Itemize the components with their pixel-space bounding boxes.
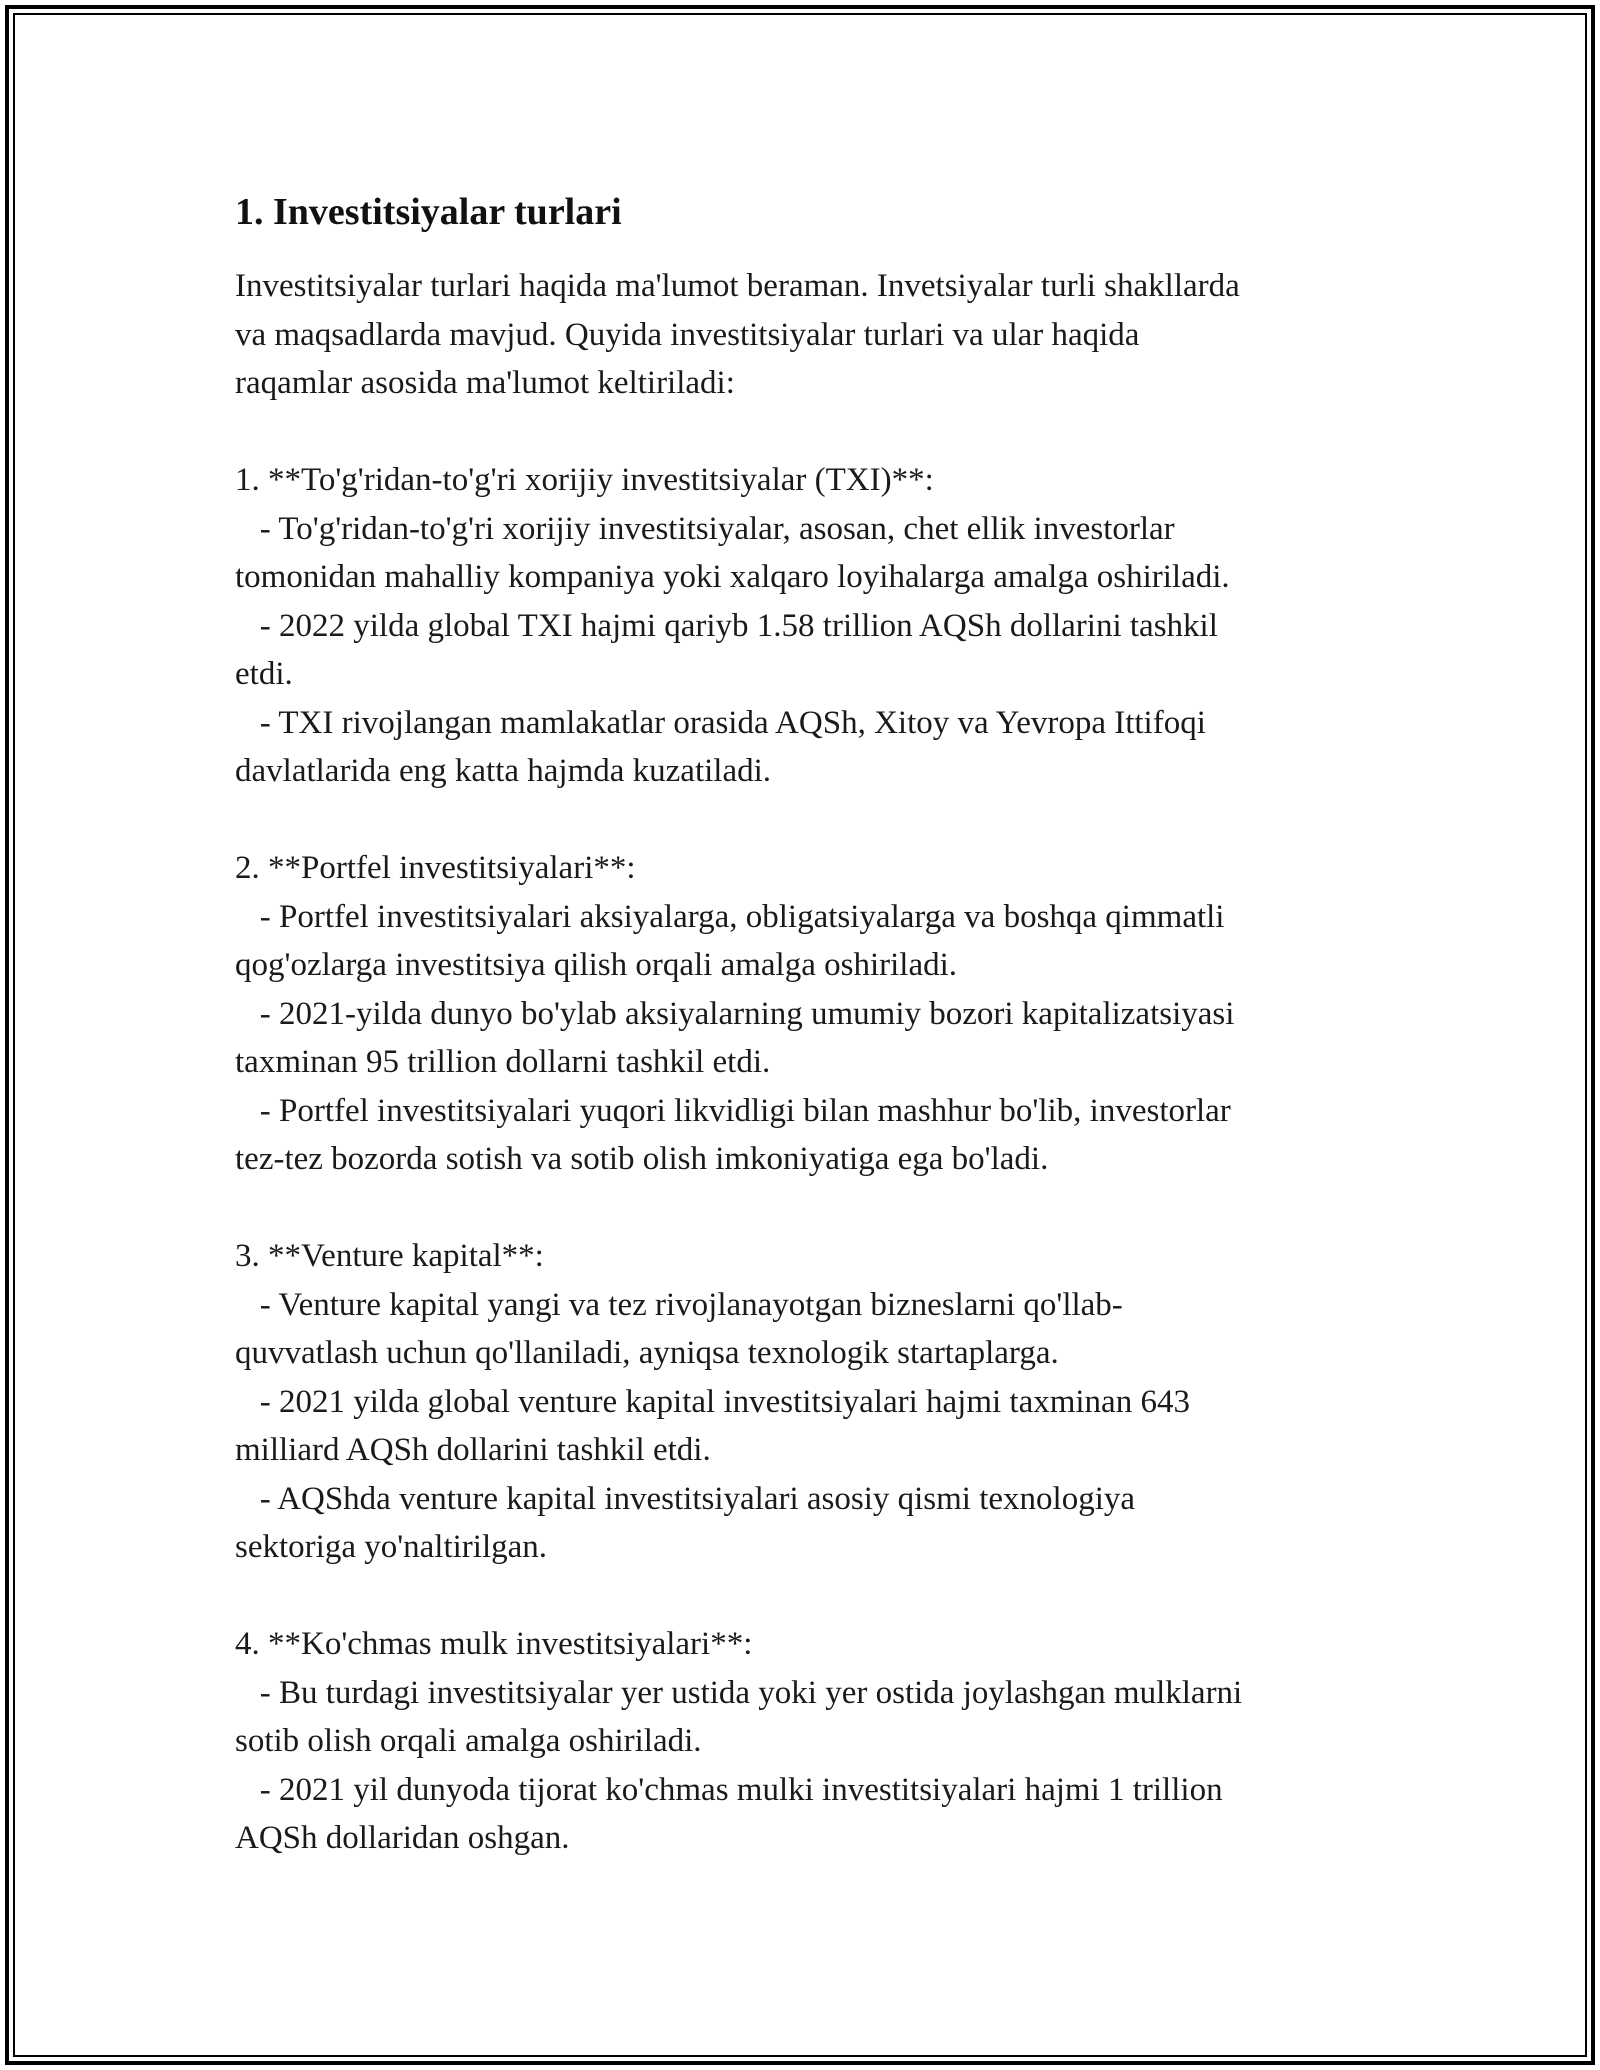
text-line: - Venture kapital yangi va tez rivojlanayotgan bizneslarni qo'llab- — [235, 1286, 1123, 1323]
text-line: etdi. — [235, 656, 293, 692]
text-line: - Bu turdagi investitsiyalar yer ustida yoki yer ostida joylashgan mulklarni — [235, 1674, 1243, 1711]
text-line: - 2021-yilda dunyo bo'ylab aksiyalarning umumiy bozori kapitalizatsiyasi — [235, 995, 1235, 1032]
page-title: 1. Investitsiyalar turlari — [235, 191, 622, 233]
text-line: va maqsadlarda mavjud. Quyida investitsiyalar turlari va ular haqida — [235, 316, 1140, 353]
text-line: AQSh dollaridan oshgan. — [235, 1820, 570, 1856]
text-line — [235, 796, 1375, 845]
text-line: tez-tez bozorda sotish va sotib olish imkoniyatiga ega bo'ladi. — [235, 1141, 1049, 1177]
text-line: davlatlarida eng katta hajmda kuzatiladi. — [235, 753, 772, 789]
text-line: sotib olish orqali amalga oshiriladi. — [235, 1723, 702, 1759]
text-line: taxminan 95 trillion dollarni tashkil etdi. — [235, 1044, 771, 1080]
text-line: raqamlar asosida ma'lumot keltiriladi: — [235, 365, 735, 401]
text-line: Investitsiyalar turlari haqida ma'lumot beraman. Invetsiyalar turli shakllarda — [235, 268, 1240, 304]
text-line: quvvatlash uchun qo'llaniladi, ayniqsa texnologik startaplarga. — [235, 1335, 1059, 1371]
text-line: 3. **Venture kapital**: — [235, 1238, 544, 1274]
text-line: milliard AQSh dollarini tashkil etdi. — [235, 1432, 711, 1468]
text-line: 1. **To'g'ridan-to'g'ri xorijiy investitsiyalar (TXI)**: — [235, 462, 934, 498]
text-line: qog'ozlarga investitsiya qilish orqali amalga oshiriladi. — [235, 947, 958, 983]
text-line: sektoriga yo'naltirilgan. — [235, 1529, 548, 1565]
text-line: - AQShda venture kapital investitsiyalari asosiy qismi texnologiya — [235, 1480, 1136, 1517]
text-line: - Portfel investitsiyalari aksiyalarga, obligatsiyalarga va boshqa qimmatli — [235, 898, 1225, 935]
text-line: - 2022 yilda global TXI hajmi qariyb 1.58 trillion AQSh dollarini tashkil — [235, 607, 1218, 644]
text-line: 4. **Ko'chmas mulk investitsiyalari**: — [235, 1626, 753, 1662]
text-line: - 2021 yil dunyoda tijorat ko'chmas mulki investitsiyalari hajmi 1 trillion — [235, 1771, 1223, 1808]
text-line: 2. **Portfel investitsiyalari**: — [235, 850, 636, 886]
text-line — [235, 1184, 1375, 1233]
text-line: tomonidan mahalliy kompaniya yoki xalqaro loyihalarga amalga oshiriladi. — [235, 559, 1230, 595]
text-line — [235, 1572, 1375, 1621]
text-line: - TXI rivojlangan mamlakatlar orasida AQSh, Xitoy va Yevropa Ittifoqi — [235, 704, 1206, 741]
text-line: - To'g'ridan-to'g'ri xorijiy investitsiyalar, asosan, chet ellik investorlar — [235, 510, 1175, 547]
text-line: - 2021 yilda global venture kapital investitsiyalari hajmi taxminan 643 — [235, 1383, 1190, 1420]
text-line — [235, 408, 1375, 457]
document-text — [235, 262, 1375, 1863]
document-body — [235, 188, 1375, 1863]
text-line: - Portfel investitsiyalari yuqori likvidligi bilan mashhur bo'lib, investorlar — [235, 1092, 1231, 1129]
